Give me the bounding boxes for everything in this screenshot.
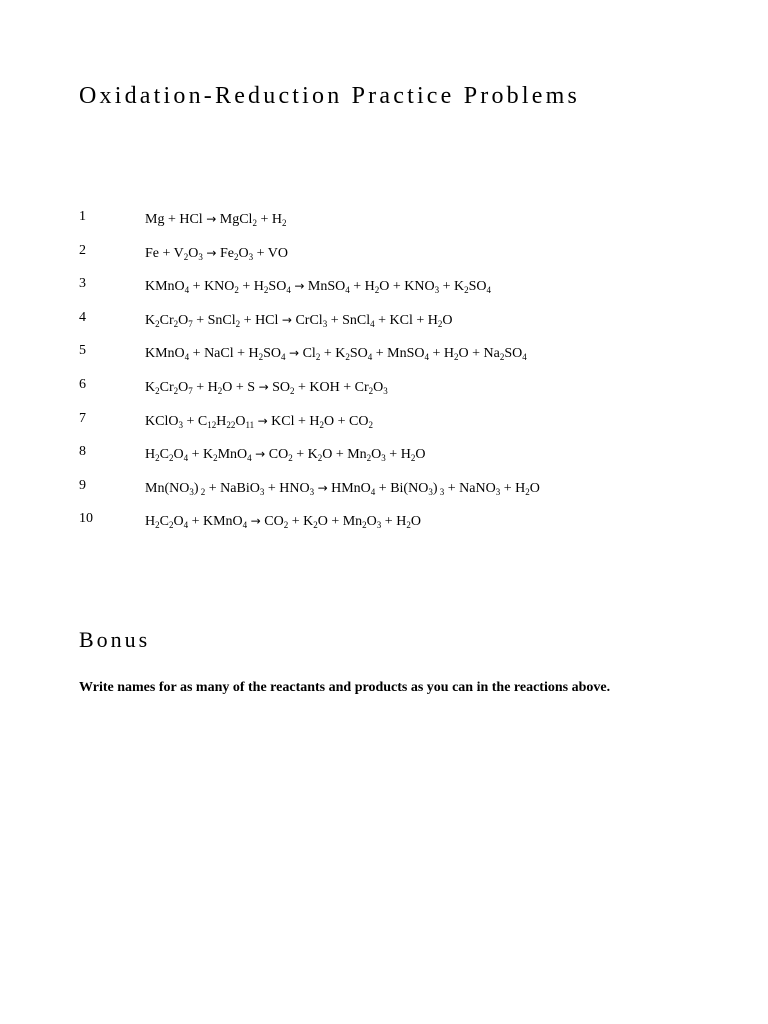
subscript: 2 (233, 251, 239, 262)
reaction-equation (145, 511, 421, 532)
subscript: 3 (189, 486, 194, 497)
problem-number: 9 (79, 477, 86, 493)
formula-text: + KCl + H (374, 312, 438, 328)
formula-text: O (235, 413, 246, 429)
formula-text: + K (320, 346, 346, 362)
formula-text: C (159, 447, 169, 463)
problem-row (0, 377, 768, 397)
subscript: 2 (313, 520, 318, 531)
problem-number: 5 (79, 343, 86, 359)
formula-text: O (173, 514, 184, 530)
subscript: 2 (173, 386, 179, 396)
formula-text: + H (349, 279, 375, 295)
formula-text: + NaBiO (205, 480, 260, 496)
subscript: 7 (188, 318, 193, 329)
reaction-arrow-icon: → (257, 413, 268, 428)
reaction-arrow-icon: → (206, 212, 217, 226)
subscript: 2 (317, 453, 323, 464)
subscript: 2 (454, 352, 459, 363)
reaction-arrow-icon: → (281, 312, 292, 327)
page-title: Oxidation-Reduction Practice Problems (79, 83, 580, 109)
formula-text: + NaNO (444, 480, 496, 496)
subscript: 2 (235, 318, 241, 329)
formula-text: O (188, 245, 199, 261)
problem-row (0, 276, 768, 296)
formula-text: O + S (222, 380, 259, 395)
subscript: 4 (486, 285, 492, 296)
subscript: 4 (242, 520, 248, 531)
problem-row (0, 243, 768, 263)
problem-row (0, 411, 768, 431)
subscript: 4 (370, 486, 376, 497)
problem-number: 2 (79, 242, 86, 258)
problem-number: 8 (79, 444, 86, 460)
formula-text: HMnO (327, 480, 371, 496)
reaction-arrow-icon: → (255, 447, 266, 462)
subscript: 4 (183, 453, 189, 464)
formula-text: + NaCl + H (189, 346, 259, 362)
formula-text: + H (256, 212, 282, 227)
subscript: 11 (245, 419, 255, 430)
reaction-arrow-icon: → (317, 480, 328, 495)
formula-text: SO (468, 279, 487, 295)
formula-text: H (216, 413, 227, 429)
problem-number: 10 (79, 511, 93, 527)
subscript: 2 (315, 352, 321, 363)
subscript: 2 (366, 453, 372, 464)
formula-text: + SnCl (327, 312, 371, 328)
subscript: 2 (198, 486, 206, 497)
subscript: 3 (259, 486, 265, 497)
formula-text: Mg + HCl (145, 212, 207, 227)
problem-number: 3 (79, 276, 86, 292)
problem-number: 7 (79, 410, 86, 426)
subscript: 7 (188, 386, 193, 396)
formula-text: KClO (145, 413, 179, 429)
formula-text: KCl + H (267, 413, 320, 429)
formula-text: + H (192, 380, 218, 395)
formula-text: SO (268, 279, 287, 295)
subscript: 2 (258, 352, 264, 363)
formula-text: CrCl (291, 312, 323, 328)
subscript: 2 (410, 453, 416, 464)
formula-text: + H (385, 447, 411, 463)
formula-text: MnSO (304, 279, 346, 295)
subscript: 4 (184, 352, 190, 363)
reaction-equation (145, 478, 540, 499)
subscript: 3 (322, 318, 328, 329)
formula-text: O (410, 514, 421, 530)
formula-text: O + KNO (379, 279, 435, 295)
subscript: 2 (155, 386, 160, 396)
subscript: 22 (226, 419, 236, 430)
reaction-arrow-icon: → (294, 279, 305, 294)
subscript: 4 (424, 352, 429, 363)
formula-text: O (371, 447, 382, 463)
subscript: 2 (252, 218, 257, 228)
formula-text: H (145, 447, 156, 463)
formula-text: CO (260, 514, 284, 530)
subscript: 2 (406, 520, 411, 531)
subscript: 2 (368, 386, 374, 396)
subscript: 2 (288, 453, 293, 464)
subscript: 2 (362, 520, 367, 531)
reaction-arrow-icon: → (206, 245, 217, 260)
subscript: 2 (345, 352, 350, 363)
problem-row (0, 478, 768, 498)
subscript: 2 (374, 285, 380, 296)
subscript: 2 (213, 453, 218, 464)
formula-text: O (178, 312, 189, 328)
subscript: 3 (309, 486, 315, 497)
problem-row (0, 209, 768, 229)
subscript: 3 (495, 486, 501, 497)
subscript: 4 (367, 352, 373, 363)
subscript: 3 (428, 486, 433, 497)
problem-number: 4 (79, 309, 86, 325)
reaction-equation (145, 209, 286, 230)
reaction-arrow-icon: → (289, 346, 300, 361)
problem-row (0, 511, 768, 531)
formula-text: + SnCl (192, 312, 236, 328)
subscript: 4 (247, 453, 252, 464)
formula-text: C (159, 514, 169, 530)
formula-text: SO (268, 380, 291, 395)
formula-text: ) (432, 480, 438, 496)
subscript: 4 (345, 285, 350, 296)
problem-number: 1 (79, 209, 86, 224)
subscript: 2 (281, 218, 287, 228)
formula-text: Cr (159, 380, 174, 395)
subscript: 4 (281, 352, 286, 363)
subscript: 2 (368, 419, 373, 430)
subscript: 2 (319, 419, 325, 430)
formula-text: KMnO (145, 346, 185, 362)
formula-text: Cr (159, 312, 174, 328)
subscript: 3 (434, 285, 440, 296)
formula-text: K (145, 312, 156, 328)
formula-text: Fe (216, 245, 234, 261)
reaction-equation (145, 243, 288, 264)
formula-text: + H (429, 346, 455, 362)
reaction-arrow-icon: → (258, 380, 269, 394)
subscript: 2 (155, 453, 160, 464)
reaction-arrow-icon: → (250, 514, 261, 529)
reaction-equation (145, 444, 425, 465)
formula-text: + KNO (189, 279, 235, 295)
reaction-equation (145, 343, 527, 364)
formula-text: O (178, 380, 189, 395)
subscript: 2 (283, 520, 289, 531)
formula-text: SO (263, 346, 282, 362)
subscript: 3 (198, 251, 203, 262)
subscript: 2 (499, 352, 505, 363)
formula-text: + HNO (264, 480, 310, 496)
subscript: 12 (207, 419, 217, 430)
formula-text: + MnSO (372, 346, 425, 362)
formula-text: O + Mn (317, 514, 363, 530)
formula-text: + VO (253, 245, 288, 261)
subscript: 3 (383, 386, 388, 396)
problem-row (0, 444, 768, 464)
formula-text: O (238, 245, 249, 261)
formula-text: MnO (217, 447, 248, 463)
formula-text: Fe + V (145, 245, 184, 261)
formula-text: O (366, 514, 377, 530)
reaction-equation (145, 310, 453, 331)
subscript: 2 (155, 318, 160, 329)
subscript: 3 (178, 419, 183, 430)
formula-text: O (442, 312, 453, 328)
subscript: 4 (286, 285, 291, 296)
formula-text: + K (288, 514, 314, 530)
formula-text: + C (182, 413, 208, 429)
subscript: 2 (168, 453, 174, 464)
subscript: 2 (290, 386, 295, 396)
formula-text: ) (193, 480, 199, 496)
formula-text: + H (500, 480, 526, 496)
formula-text: + HCl (240, 312, 282, 328)
formula-text: SO (504, 346, 523, 362)
subscript: 2 (155, 520, 160, 531)
formula-text: + K (188, 447, 214, 463)
bonus-instruction: Write names for as many of the reactants and products as you can in the reactions above. (79, 680, 611, 695)
formula-text: + H (381, 514, 407, 530)
subscript: 4 (522, 352, 527, 363)
subscript: 3 (381, 453, 386, 464)
reaction-equation (145, 411, 373, 432)
formula-text: H (145, 514, 156, 530)
formula-text: O + Na (458, 346, 500, 362)
formula-text: KMnO (145, 279, 185, 295)
subscript: 4 (184, 285, 190, 296)
bonus-heading: Bonus (79, 627, 151, 652)
subscript: 2 (173, 318, 179, 329)
subscript: 3 (437, 486, 445, 497)
formula-text: K (145, 380, 156, 395)
subscript: 3 (248, 251, 254, 262)
subscript: 2 (525, 486, 530, 497)
formula-text: O (529, 480, 540, 496)
subscript: 4 (183, 520, 189, 531)
formula-text: Cl (299, 346, 316, 362)
subscript: 4 (370, 318, 375, 329)
formula-text: + K (292, 447, 318, 463)
subscript: 2 (234, 285, 239, 296)
formula-text: O + Mn (322, 447, 367, 463)
formula-text: CO (265, 447, 289, 463)
formula-text: O (415, 447, 426, 463)
formula-text: SO (349, 346, 368, 362)
reaction-equation (145, 377, 388, 398)
problem-row (0, 310, 768, 330)
formula-text: + K (439, 279, 465, 295)
subscript: 2 (217, 386, 223, 396)
formula-text: + KOH + Cr (294, 380, 369, 395)
formula-text: O (373, 380, 384, 395)
subscript: 2 (183, 251, 189, 262)
formula-text: + KMnO (188, 514, 243, 530)
subscript: 2 (464, 285, 469, 296)
problem-number: 6 (79, 377, 86, 392)
formula-text: O (173, 447, 184, 463)
subscript: 2 (437, 318, 443, 329)
reaction-equation (145, 276, 491, 297)
problem-row (0, 343, 768, 363)
subscript: 2 (168, 520, 174, 531)
formula-text: + H (238, 279, 264, 295)
subscript: 2 (263, 285, 269, 296)
subscript: 3 (376, 520, 382, 531)
formula-text: + Bi(NO (375, 480, 429, 496)
formula-text: Mn(NO (145, 480, 190, 496)
formula-text: MgCl (216, 212, 253, 227)
formula-text: O + CO (324, 413, 369, 429)
